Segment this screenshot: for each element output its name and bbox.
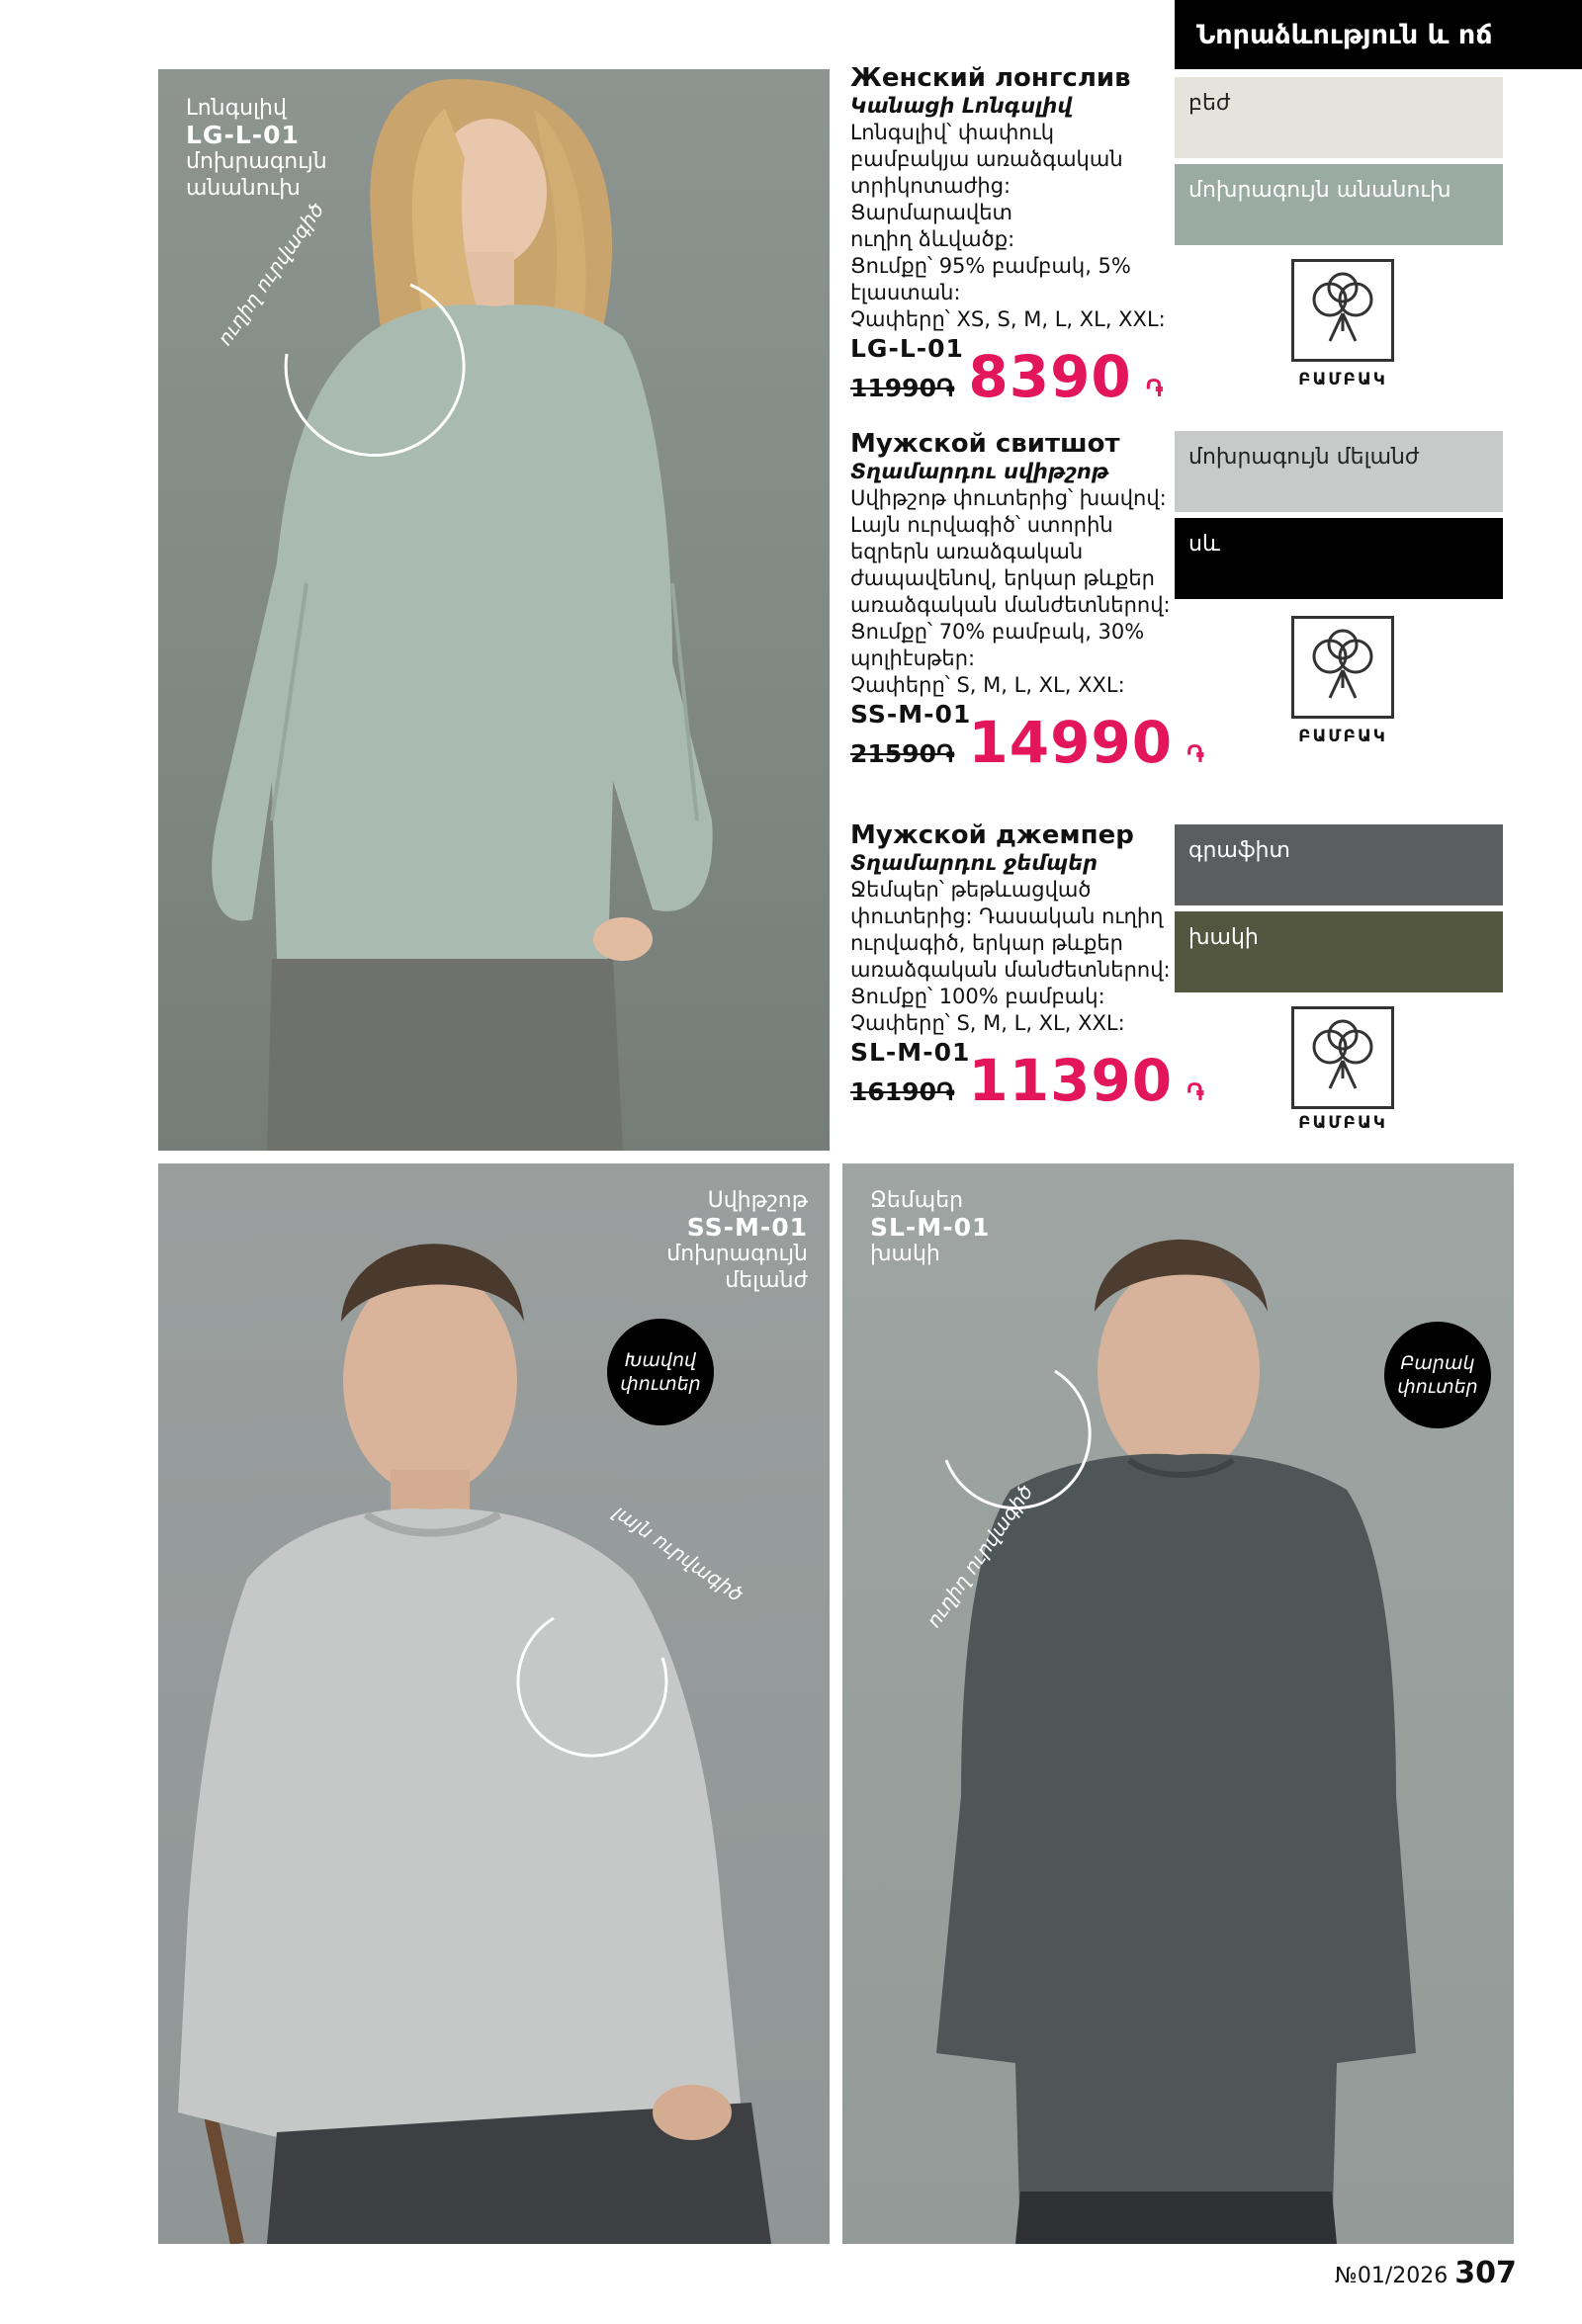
caption-color-2: մելանժ — [725, 1268, 808, 1293]
caption-type: Սվիթշոթ — [707, 1188, 808, 1213]
fabric-badge: Խավով փուտեր — [607, 1319, 714, 1425]
product-photo-jumper — [842, 1163, 1514, 2244]
desc-line: տրիկոտաժից: Ցարմարավետ — [850, 174, 1012, 224]
new-price: 11390 — [968, 1047, 1174, 1114]
product-photo-longsleeve — [158, 69, 830, 1151]
desc-line: ուրվագիծ, երկար թևքեր — [850, 931, 1123, 955]
old-price: 11990֏ — [850, 374, 955, 402]
color-swatch[interactable]: բեժ — [1175, 77, 1503, 158]
desc-line: առաձգական մանժետներով: — [850, 593, 1171, 617]
product-title-hy: Կանացի Լոնգսլիվ — [850, 94, 1073, 118]
color-swatch[interactable]: մոխրագույն մելանժ — [1175, 431, 1503, 512]
product-code: SS-M-01 — [850, 700, 972, 729]
cotton-icon — [1291, 1006, 1394, 1109]
product-title-ru: Мужской джемпер — [850, 820, 1134, 850]
caption-color: խակի — [870, 1242, 940, 1266]
product-title-hy: Տղամարդու ջեմպեր — [850, 851, 1099, 875]
cotton-label: ԲԱՄԲԱԿ — [1298, 727, 1387, 746]
cotton-label: ԲԱՄԲԱԿ — [1298, 1113, 1387, 1133]
woman-figure — [158, 69, 830, 1151]
color-swatch[interactable]: գրաֆիտ — [1175, 824, 1503, 905]
product-code: LG-L-01 — [850, 334, 964, 363]
photo-caption — [186, 95, 327, 202]
product-description — [850, 120, 1177, 333]
caption-code: LG-L-01 — [186, 121, 300, 149]
desc-line: ուղիղ ձևվածք: — [850, 227, 1015, 251]
page-footer — [1335, 2256, 1517, 2290]
desc-line: Չափերը՝ S, M, L, XL, XXL: — [850, 673, 1125, 697]
old-price: 21590֏ — [850, 739, 955, 768]
page-number: 307 — [1454, 2256, 1517, 2290]
color-swatch[interactable]: մոխրագույն անանուխ — [1175, 164, 1503, 245]
product-description — [850, 877, 1177, 1037]
caption-code: SL-M-01 — [870, 1213, 991, 1242]
caption-type: Լոնգսլիվ — [186, 96, 287, 121]
old-price: 16190֏ — [850, 1077, 955, 1106]
desc-line: Ջեմպեր՝ թեթևացված — [850, 878, 1092, 902]
silhouette-label: լայն ուրվագիծ — [609, 1500, 748, 1606]
desc-line: Լոնգսլիվ՝ փափուկ — [850, 121, 1055, 144]
caption-color: մոխրագույն — [186, 149, 327, 174]
currency: ֏ — [1145, 375, 1164, 402]
man-sweatshirt-figure — [158, 1163, 830, 2244]
photo-caption — [870, 1187, 990, 1267]
desc-line: էլաստան: — [850, 281, 961, 304]
product-title-ru: Женский лонгслив — [850, 63, 1131, 93]
desc-line: Սվիթշոթ փուտերից՝ խավով: — [850, 486, 1167, 510]
desc-line: Ցումքը՝ 95% բամբակ, 5% — [850, 254, 1131, 278]
issue-number: №01/2026 — [1335, 2264, 1449, 2288]
caption-code: SS-M-01 — [686, 1213, 808, 1242]
desc-line: բամբակյա առաձգական — [850, 147, 1123, 171]
desc-line: Ցումքը՝ 100% բամբակ: — [850, 985, 1105, 1008]
desc-line: առաձգական մանժետներով: — [850, 958, 1171, 982]
silhouette-label: ուղիղ ուրվագիծ — [922, 1480, 1038, 1632]
product-info-jumper — [850, 820, 1204, 1114]
product-photo-sweatshirt — [158, 1163, 830, 2244]
desc-line: Չափերը՝ S, M, L, XL, XXL: — [850, 1011, 1125, 1035]
cotton-label: ԲԱՄԲԱԿ — [1298, 370, 1387, 389]
new-price: 14990 — [968, 709, 1174, 776]
cotton-icon — [1291, 259, 1394, 362]
product-info-longsleeve — [850, 63, 1177, 410]
silhouette-label: ուղիղ ուրվագիծ — [213, 198, 329, 350]
desc-line: Լայն ուրվագիծ՝ ստորին — [850, 513, 1113, 537]
section-tab: Նորաձևություն և ոճ — [1175, 0, 1582, 69]
desc-line: ժապավենով, երկար թևքեր — [850, 566, 1155, 590]
desc-line: եզրերն առաձգական — [850, 540, 1084, 563]
currency: ֏ — [1186, 1078, 1204, 1106]
product-description — [850, 485, 1177, 699]
product-title-ru: Мужской свитшот — [850, 429, 1120, 459]
desc-line: Ցումքը՝ 70% բամբակ, 30% — [850, 620, 1145, 644]
product-title-hy: Տղամարդու սվիթշոթ — [850, 460, 1109, 483]
desc-line: պոլիէսթեր: — [850, 646, 976, 670]
man-jumper-figure — [842, 1163, 1514, 2244]
caption-color: մոխրագույն — [666, 1242, 808, 1266]
new-price: 8390 — [968, 343, 1132, 410]
photo-caption — [666, 1187, 808, 1294]
fabric-badge: Բարակ փուտեր — [1384, 1322, 1491, 1428]
desc-line: փուտերից: Դասական ուղիղ — [850, 904, 1164, 928]
desc-line: Չափերը՝ XS, S, M, L, XL, XXL: — [850, 307, 1166, 331]
color-swatch[interactable]: սև — [1175, 518, 1503, 599]
caption-color-2: անանուխ — [186, 176, 301, 201]
product-code: SL-M-01 — [850, 1038, 971, 1067]
currency: ֏ — [1186, 740, 1204, 768]
caption-type: Ջեմպեր — [870, 1188, 964, 1213]
color-swatch[interactable]: խակի — [1175, 911, 1503, 992]
cotton-icon — [1291, 616, 1394, 719]
